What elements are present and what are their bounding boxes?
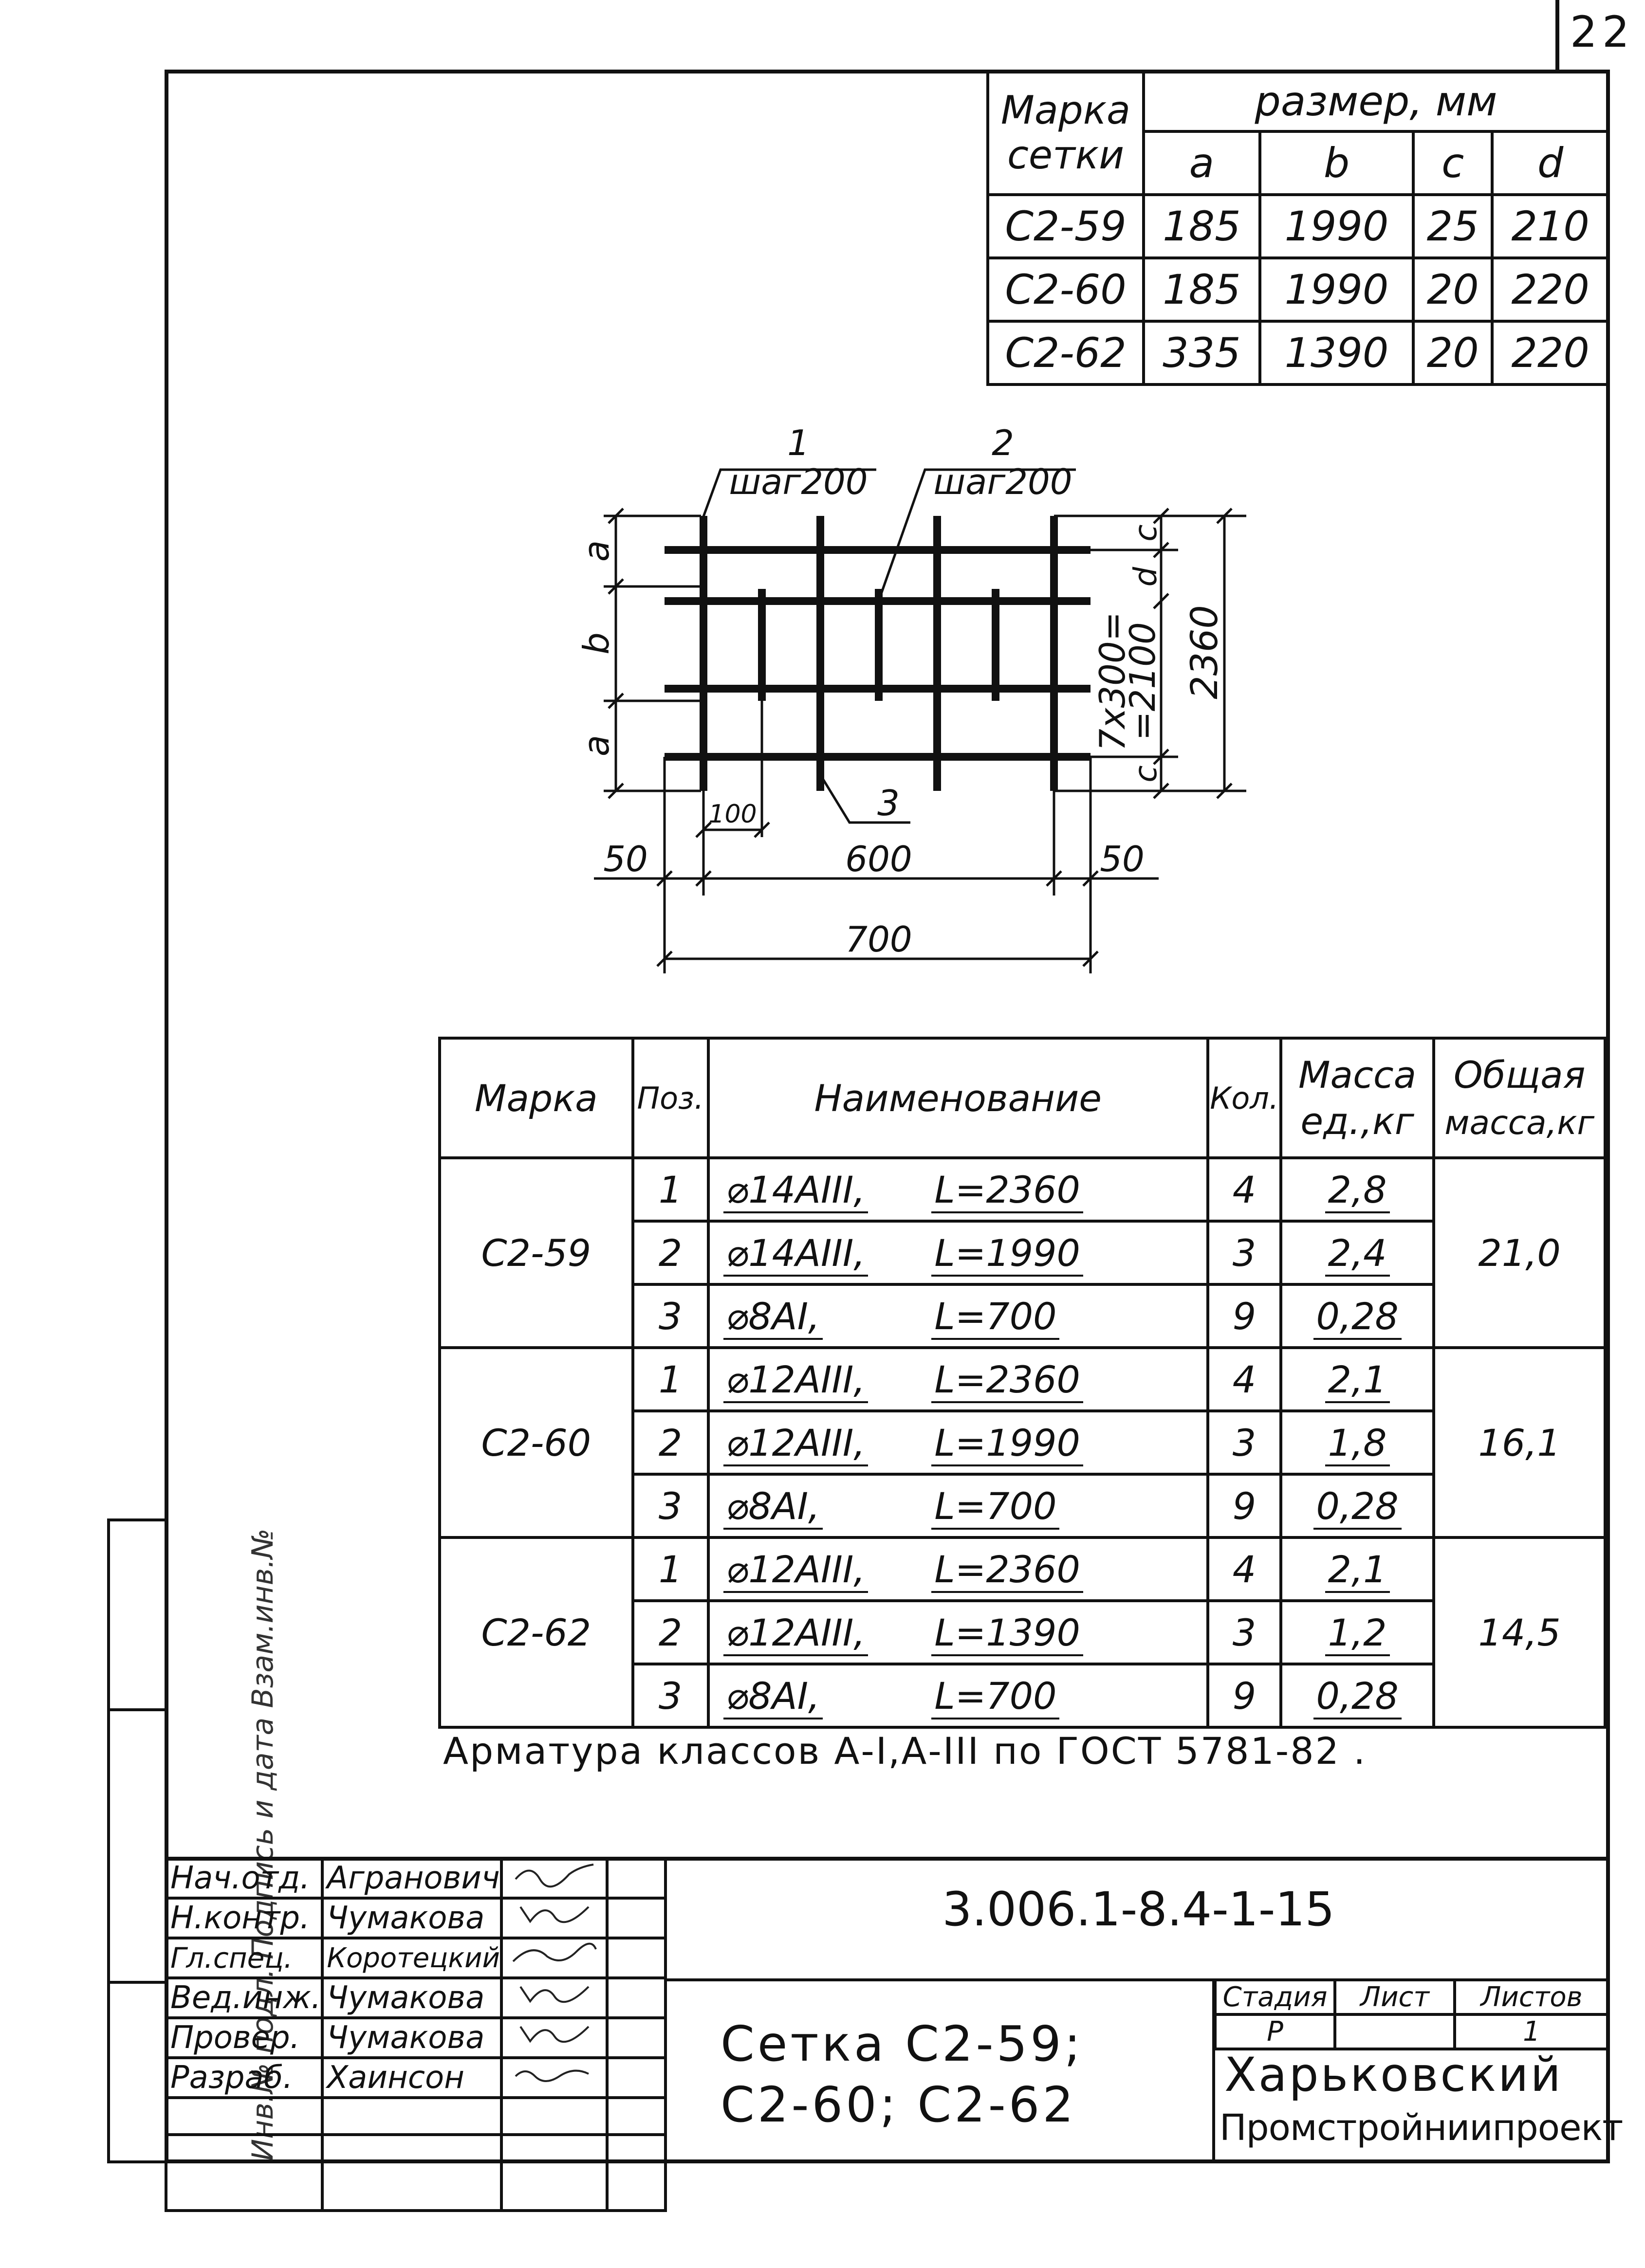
leader2-text: шаг200 [933, 461, 1072, 502]
leader1-number: 1 [787, 422, 810, 463]
spec-length: L=2360 [926, 1158, 1208, 1221]
dim-600: 600 [845, 839, 912, 879]
spec-mass: 1,2 [1281, 1601, 1434, 1664]
spec-mass: 2,8 [1281, 1158, 1434, 1221]
side-stamp-divider [107, 1981, 165, 1984]
signature-row [166, 1938, 665, 1978]
person-name: Коротецкий [322, 1938, 501, 1978]
dim-c-top: c [1128, 524, 1164, 542]
date-cell [607, 2058, 665, 2098]
spec-header-pos: Поз. [633, 1038, 708, 1158]
spec-bar: ⌀12AIII, [708, 1348, 927, 1411]
date-cell [607, 1898, 665, 1938]
sizes-cell-a: 185 [1144, 258, 1260, 321]
spec-pos: 3 [633, 1664, 708, 1727]
spec-qty: 4 [1208, 1537, 1281, 1601]
doc-code: 3.006.1-8.4-1-15 [942, 1882, 1335, 1937]
spec-header-unit-mass: Масса ед.,кг [1281, 1038, 1434, 1158]
signature-row [166, 2135, 665, 2211]
reinforcement-note: Арматура классов А-I,А-III по ГОСТ 5781-82 . [443, 1729, 1367, 1773]
spec-mass: 1,8 [1281, 1411, 1434, 1474]
spec-length: L=2360 [926, 1348, 1208, 1411]
role-label: Разраб. [166, 2058, 322, 2098]
person-name: Чумакова [322, 1898, 501, 1938]
signature-icon [506, 1939, 603, 1969]
spec-bar: ⌀14AIII, [708, 1158, 927, 1221]
spec-length: L=700 [926, 1474, 1208, 1537]
signature-row [166, 1978, 665, 2018]
spec-mass: 2,1 [1281, 1537, 1434, 1601]
signature [501, 1978, 607, 2018]
date-cell [607, 1938, 665, 1978]
mesh-bars-vertical-short [762, 589, 996, 701]
spec-mark: С2-62 [440, 1537, 633, 1727]
spec-total: 21,0 [1434, 1158, 1605, 1348]
spec-pos: 2 [633, 1411, 708, 1474]
dim-d: d [1128, 567, 1164, 587]
org-line2: Промстройниипроект [1220, 2107, 1623, 2149]
spec-table [438, 1037, 1607, 1729]
sizes-cell-d: 220 [1492, 321, 1608, 384]
spec-length: L=1990 [926, 1411, 1208, 1474]
spec-mass: 2,1 [1281, 1348, 1434, 1411]
sizes-col-c: c [1413, 131, 1492, 195]
dim-b: b [576, 632, 617, 655]
leader2-number: 2 [992, 422, 1014, 463]
signature-icon [506, 2059, 603, 2088]
sizes-cell-b: 1990 [1260, 195, 1413, 258]
sizes-col-a: a [1144, 131, 1260, 195]
sizes-cell-b: 1390 [1260, 321, 1413, 384]
signature [501, 2018, 607, 2058]
signature [501, 1858, 607, 1898]
spec-length: L=700 [926, 1664, 1208, 1727]
person-name: Чумакова [322, 2018, 501, 2058]
sizes-cell-mark: С2-59 [988, 195, 1144, 258]
spec-bar: ⌀12AIII, [708, 1537, 927, 1601]
spec-pos: 1 [633, 1158, 708, 1221]
leader1-text: шаг200 [729, 461, 868, 502]
doc-title-line2: С2-60; С2-62 [721, 2076, 1077, 2133]
sizes-header-size: размер, мм [1144, 71, 1608, 131]
spec-mark: С2-59 [440, 1158, 633, 1348]
spec-total: 16,1 [1434, 1348, 1605, 1537]
sheet-number: 22 [1570, 7, 1634, 57]
spec-length: L=2360 [926, 1537, 1208, 1601]
sizes-cell-a: 335 [1144, 321, 1260, 384]
dim-50-right: 50 [1100, 839, 1145, 879]
sizes-cell-mark: С2-62 [988, 321, 1144, 384]
stage-table [1214, 1978, 1610, 2050]
spec-pos: 2 [633, 1221, 708, 1284]
spec-length: L=700 [926, 1284, 1208, 1348]
sizes-cell-mark: С2-60 [988, 258, 1144, 321]
leader3-number: 3 [877, 783, 900, 823]
spec-bar: ⌀8AI, [708, 1664, 927, 1727]
spec-qty: 9 [1208, 1474, 1281, 1537]
date-cell [607, 1978, 665, 2018]
side-stamp-text: Инв.№ подл. Подпись и дата Взам.инв.№ [246, 1528, 280, 2161]
signature-icon [506, 1979, 603, 2009]
table-row [440, 1158, 1605, 1221]
dim-c-bottom: c [1128, 765, 1164, 783]
role-label: Провер. [166, 2018, 322, 2058]
spec-mass: 0,28 [1281, 1474, 1434, 1537]
spec-bar: ⌀8AI, [708, 1284, 927, 1348]
side-stamp-divider [107, 1708, 165, 1711]
side-stamp-box [107, 1518, 165, 2163]
sizes-col-d: d [1492, 131, 1608, 195]
sizes-header-mark: Марка сетки [988, 71, 1144, 195]
table-row [440, 1348, 1605, 1411]
spec-length: L=1390 [926, 1601, 1208, 1664]
date-cell [607, 2018, 665, 2058]
signature-row [166, 1858, 665, 1898]
spec-pos: 1 [633, 1348, 708, 1411]
spec-pos: 3 [633, 1284, 708, 1348]
signature-icon [506, 2019, 603, 2049]
sizes-row [988, 258, 1608, 321]
person-name: Агранович [322, 1858, 501, 1898]
spec-qty: 4 [1208, 1158, 1281, 1221]
sheets-label: Листов [1455, 1980, 1608, 2014]
sizes-cell-c: 20 [1413, 321, 1492, 384]
dim-50-left: 50 [603, 839, 648, 879]
signature-row [166, 2058, 665, 2098]
signature-row [166, 1898, 665, 1938]
spec-qty: 9 [1208, 1664, 1281, 1727]
signature-row [166, 2018, 665, 2058]
spec-header-qty: Кол. [1208, 1038, 1281, 1158]
spec-mass: 0,28 [1281, 1284, 1434, 1348]
org-line1: Харьковский [1224, 2048, 1563, 2102]
spec-bar: ⌀14AIII, [708, 1221, 927, 1284]
spec-length: L=1990 [926, 1221, 1208, 1284]
spec-pos: 3 [633, 1474, 708, 1537]
mesh-drawing [560, 419, 1266, 978]
sizes-col-b: b [1260, 131, 1413, 195]
title-block-signatures [165, 1857, 667, 2212]
sheet-label: Лист [1335, 1980, 1455, 2014]
date-cell [607, 1858, 665, 1898]
signature-row [166, 2098, 665, 2135]
role-label: Нач.отд. [166, 1858, 322, 1898]
sizes-cell-d: 220 [1492, 258, 1608, 321]
sizes-cell-a: 185 [1144, 195, 1260, 258]
person-name: Хаинсон [322, 2058, 501, 2098]
signature-icon [506, 1900, 603, 1929]
leaders [701, 470, 1076, 823]
sizes-cell-b: 1990 [1260, 258, 1413, 321]
spec-bar: ⌀12AIII, [708, 1411, 927, 1474]
spec-header-name: Наименование [708, 1038, 1208, 1158]
role-label: Вед.инж. [166, 1978, 322, 2018]
doc-title-line1: Сетка С2-59; [721, 2015, 1084, 2072]
signature-icon [506, 1860, 603, 1889]
role-label: Гл.спец. [166, 1938, 322, 1978]
sizes-cell-c: 25 [1413, 195, 1492, 258]
spec-qty: 3 [1208, 1411, 1281, 1474]
sizes-table [986, 70, 1610, 386]
spec-pos: 2 [633, 1601, 708, 1664]
person-name: Чумакова [322, 1978, 501, 2018]
sizes-cell-c: 20 [1413, 258, 1492, 321]
signature [501, 1898, 607, 1938]
dim-100: 100 [708, 800, 757, 829]
spec-qty: 4 [1208, 1348, 1281, 1411]
sizes-row [988, 195, 1608, 258]
dim-2360: 2360 [1183, 605, 1226, 699]
dim-700: 700 [845, 919, 912, 960]
role-label: Н.контр. [166, 1898, 322, 1938]
spec-mass: 0,28 [1281, 1664, 1434, 1727]
dim-7x300-line1: 7x300= [1092, 611, 1133, 751]
stage-value: Р [1215, 2014, 1335, 2049]
spec-bar: ⌀12AIII, [708, 1601, 927, 1664]
sizes-cell-d: 210 [1492, 195, 1608, 258]
spec-mark: С2-60 [440, 1348, 633, 1537]
spec-bar: ⌀8AI, [708, 1474, 927, 1537]
spec-total: 14,5 [1434, 1537, 1605, 1727]
signature [501, 2058, 607, 2098]
sheets-value: 1 [1455, 2014, 1608, 2049]
sizes-row [988, 321, 1608, 384]
table-row [440, 1537, 1605, 1601]
spec-qty: 9 [1208, 1284, 1281, 1348]
signature [501, 1938, 607, 1978]
spec-mass: 2,4 [1281, 1221, 1434, 1284]
spec-header-mark: Марка [440, 1038, 633, 1158]
dim-a-top: a [576, 540, 617, 562]
dim-7x300-line2: =2100 [1122, 622, 1163, 741]
spec-qty: 3 [1208, 1601, 1281, 1664]
sheet-value [1335, 2014, 1455, 2049]
dim-a-bottom: a [576, 734, 617, 757]
spec-qty: 3 [1208, 1221, 1281, 1284]
spec-pos: 1 [633, 1537, 708, 1601]
spec-header-total-mass: Общая масса,кг [1434, 1038, 1605, 1158]
stage-label: Стадия [1215, 1980, 1335, 2014]
